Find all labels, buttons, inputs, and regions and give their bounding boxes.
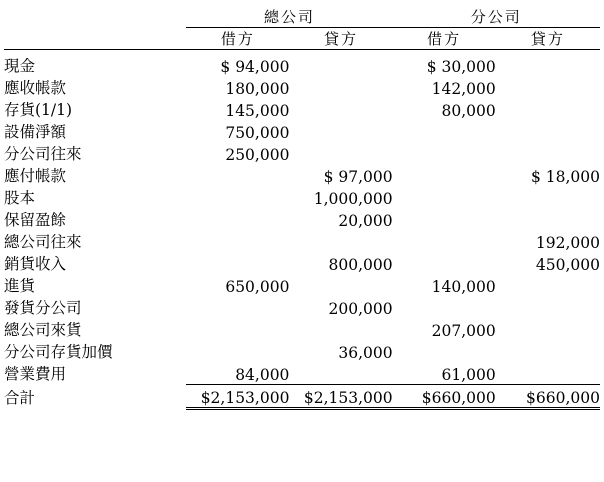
row-label: 營業費用	[4, 365, 67, 383]
column-header-branch-credit: 貸方	[496, 28, 600, 50]
table-row	[4, 274, 600, 296]
row-hq-debit: $ 94,000	[220, 58, 290, 76]
row-hq-debit: 145,000	[225, 102, 290, 120]
group-header-head-office: 總公司	[186, 6, 392, 28]
table-row	[4, 164, 600, 186]
row-hq-credit	[289, 76, 392, 98]
row-label: 應收帳款	[4, 79, 67, 97]
row-hq-credit	[289, 120, 392, 142]
table-row	[4, 120, 600, 142]
row-hq-debit	[186, 186, 289, 208]
row-branch-debit: 61,000	[393, 362, 496, 384]
row-branch-credit: 450,000	[535, 256, 600, 274]
row-hq-debit: 180,000	[225, 80, 290, 98]
row-branch-credit	[496, 274, 600, 296]
row-hq-credit: 20,000	[338, 212, 393, 230]
row-hq-debit	[186, 296, 289, 318]
row-branch-debit	[393, 142, 496, 164]
row-branch-credit	[496, 142, 600, 164]
row-hq-credit: 1,000,000	[313, 190, 393, 208]
row-hq-credit	[289, 98, 392, 120]
row-hq-credit	[289, 318, 392, 340]
row-label: 總公司往來	[4, 233, 82, 251]
row-hq-debit	[186, 208, 289, 230]
row-hq-credit: $ 97,000	[323, 168, 393, 186]
row-hq-debit	[186, 252, 289, 274]
row-branch-debit	[393, 230, 496, 252]
table-row	[4, 252, 600, 274]
total-branch-credit: $660,000	[496, 384, 600, 408]
row-hq-debit	[186, 340, 289, 362]
row-label: 應付帳款	[4, 167, 67, 185]
row-hq-credit	[289, 142, 392, 164]
table-row	[4, 76, 600, 98]
column-header-row	[4, 28, 600, 50]
row-hq-debit	[186, 164, 289, 186]
table-row	[4, 98, 600, 120]
row-hq-credit	[289, 54, 392, 76]
row-label: 設備淨額	[4, 123, 67, 141]
group-header-spacer	[4, 6, 186, 28]
total-hq-credit: $2,153,000	[289, 384, 392, 408]
total-row	[4, 384, 600, 408]
row-hq-credit	[289, 274, 392, 296]
row-branch-credit	[496, 362, 600, 384]
row-branch-debit	[393, 252, 496, 274]
row-branch-credit	[496, 318, 600, 340]
row-label: 分公司存貨加價	[4, 343, 113, 361]
row-branch-credit	[496, 76, 600, 98]
total-branch-debit: $660,000	[393, 384, 496, 408]
row-branch-debit	[393, 208, 496, 230]
row-label: 保留盈餘	[4, 211, 67, 229]
row-branch-credit	[496, 186, 600, 208]
trial-balance-table	[4, 6, 600, 410]
row-label: 總公司來貨	[4, 321, 82, 339]
row-branch-credit	[496, 340, 600, 362]
row-hq-credit: 800,000	[328, 256, 393, 274]
row-hq-debit: 750,000	[225, 124, 290, 142]
row-branch-debit	[393, 186, 496, 208]
column-header-hq-credit: 貸方	[289, 28, 392, 50]
table-row	[4, 186, 600, 208]
table-row	[4, 362, 600, 384]
row-branch-credit: 192,000	[535, 234, 600, 252]
table-row	[4, 54, 600, 76]
row-hq-debit: 84,000	[186, 362, 289, 384]
table-row	[4, 318, 600, 340]
total-label: 合計	[4, 389, 36, 407]
row-hq-debit	[186, 318, 289, 340]
row-label: 進貨	[4, 277, 36, 295]
row-hq-credit: 36,000	[338, 344, 393, 362]
row-branch-debit: 140,000	[431, 278, 496, 296]
row-label: 分公司往來	[4, 145, 82, 163]
row-hq-debit	[186, 230, 289, 252]
group-header-row	[4, 6, 600, 28]
row-branch-credit	[496, 120, 600, 142]
table-row	[4, 142, 600, 164]
row-branch-credit	[496, 296, 600, 318]
row-branch-debit: 80,000	[441, 102, 496, 120]
total-hq-debit: $2,153,000	[186, 384, 289, 408]
row-branch-debit	[393, 340, 496, 362]
column-header-spacer	[4, 28, 186, 50]
table-row	[4, 230, 600, 252]
row-label: 股本	[4, 189, 36, 207]
row-hq-credit: 200,000	[328, 300, 393, 318]
row-branch-credit: $ 18,000	[530, 168, 600, 186]
row-branch-debit: $ 30,000	[426, 58, 496, 76]
row-branch-debit: 207,000	[431, 322, 496, 340]
row-hq-debit: 250,000	[225, 146, 290, 164]
row-branch-credit	[496, 208, 600, 230]
table-row	[4, 296, 600, 318]
row-branch-credit	[496, 54, 600, 76]
row-branch-debit: 142,000	[431, 80, 496, 98]
column-header-hq-debit: 借方	[186, 28, 289, 50]
row-label: 現金	[4, 57, 36, 75]
group-header-branch: 分公司	[393, 6, 600, 28]
row-label: 存貨(1/1)	[4, 101, 73, 119]
row-branch-debit	[393, 296, 496, 318]
row-hq-credit	[289, 230, 392, 252]
table-row	[4, 340, 600, 362]
row-branch-debit	[393, 120, 496, 142]
row-branch-debit	[393, 164, 496, 186]
column-header-branch-debit: 借方	[393, 28, 496, 50]
row-label: 發貨分公司	[4, 299, 82, 317]
table-row	[4, 208, 600, 230]
row-hq-credit	[289, 362, 392, 384]
row-branch-credit	[496, 98, 600, 120]
row-hq-debit: 650,000	[225, 278, 290, 296]
row-label: 銷貨收入	[4, 255, 67, 273]
